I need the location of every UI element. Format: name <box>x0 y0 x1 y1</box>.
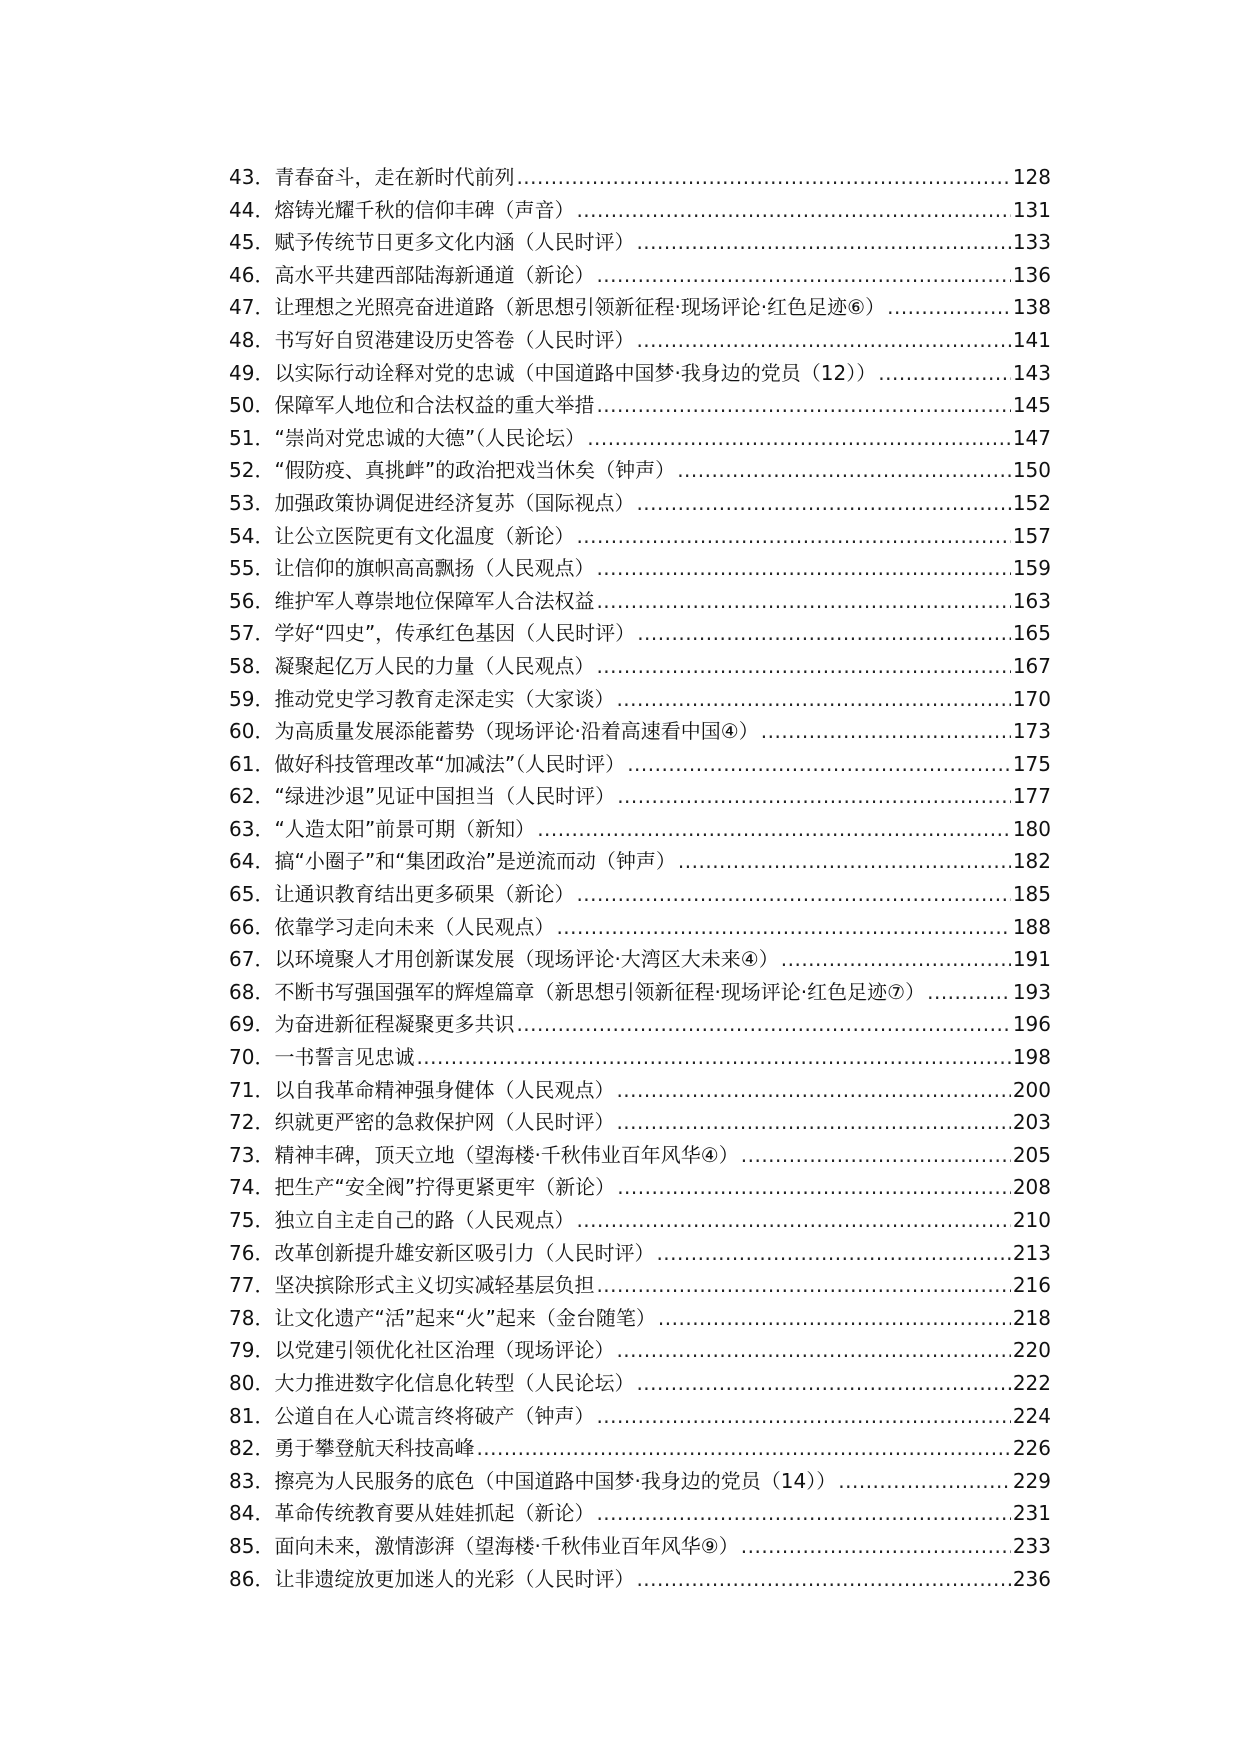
dot-leader <box>656 1237 1010 1270</box>
toc-entry-number: 45． <box>229 230 275 255</box>
toc-entry-page-number: 229 <box>1012 1468 1051 1493</box>
toc-entry-number: 86． <box>229 1566 275 1591</box>
toc-entry-page-number: 203 <box>1012 1110 1051 1135</box>
toc-entry-number: 47． <box>229 295 275 320</box>
toc-entry-number: 64． <box>229 849 275 874</box>
dot-leader <box>636 1563 1010 1596</box>
toc-entry-number: 76． <box>229 1240 275 1265</box>
toc-entry-page-number: 236 <box>1012 1566 1051 1591</box>
dot-leader <box>636 324 1010 357</box>
dot-leader <box>516 161 1010 194</box>
toc-entry-number: 78． <box>229 1305 275 1330</box>
toc-entry[interactable] <box>229 813 1051 846</box>
toc-entry-number: 56． <box>229 588 275 613</box>
dot-leader <box>616 1074 1010 1107</box>
toc-entry[interactable] <box>229 487 1051 520</box>
dot-leader <box>927 976 1011 1009</box>
toc-entry-page-number: 210 <box>1012 1208 1051 1232</box>
toc-entry-title: 不断书写强国强军的辉煌篇章（新思想引领新征程·现场评论·红色足迹⑦） <box>274 979 926 1004</box>
dot-leader <box>838 1465 1011 1498</box>
toc-entry-number: 75． <box>229 1208 275 1232</box>
toc-entry-number: 85． <box>229 1533 275 1558</box>
toc-entry-title: 青春奋斗，走在新时代前列 <box>274 165 515 189</box>
toc-entry-page-number: 231 <box>1012 1501 1051 1526</box>
toc-entry[interactable] <box>229 976 1051 1009</box>
toc-entry-number: 68． <box>229 979 275 1004</box>
toc-entry-title: 为奋进新征程凝聚更多共识 <box>274 1012 515 1037</box>
toc-entry[interactable] <box>229 454 1051 487</box>
toc-entry-page-number: 141 <box>1012 327 1051 352</box>
toc-entry-title: 精神丰碑，顶天立地（望海楼·千秋伟业百年风华④） <box>274 1142 739 1167</box>
dot-leader <box>416 1041 1010 1074</box>
toc-entry-page-number: 138 <box>1012 295 1051 320</box>
toc-entry-number: 66． <box>229 914 275 939</box>
toc-entry-page-number: 208 <box>1012 1175 1051 1200</box>
dot-leader <box>637 617 1011 650</box>
toc-entry[interactable] <box>229 780 1051 813</box>
toc-entry-page-number: 224 <box>1012 1403 1051 1428</box>
dot-leader <box>596 552 1010 585</box>
toc-entry-number: 50． <box>229 393 275 418</box>
toc-entry-page-number: 150 <box>1012 458 1051 483</box>
toc-entry[interactable] <box>229 1106 1051 1139</box>
toc-entry-number: 59． <box>229 686 275 711</box>
toc-entry-title: 凝聚起亿万人民的力量（人民观点） <box>274 653 595 678</box>
toc-entry-number: 51． <box>229 425 275 450</box>
toc-entry[interactable] <box>229 943 1051 976</box>
toc-entry-title: 依靠学习走向未来（人民观点） <box>274 914 555 939</box>
toc-entry-title: “人造太阳”前景可期（新知） <box>274 816 536 841</box>
toc-entry-title: “绿进沙退”见证中国担当（人民时评） <box>274 784 616 809</box>
toc-entry-page-number: 216 <box>1012 1273 1051 1298</box>
toc-entry-title: 让文化遗产“活”起来“火”起来（金台随笔） <box>274 1305 656 1330</box>
toc-entry-page-number: 185 <box>1012 882 1051 907</box>
toc-entry-title: 让公立医院更有文化温度（新论） <box>274 523 575 548</box>
toc-entry-page-number: 133 <box>1012 230 1051 255</box>
toc-entry-number: 83． <box>229 1468 275 1493</box>
dot-leader <box>537 813 1011 846</box>
dot-leader <box>576 194 1010 227</box>
toc-entry-page-number: 175 <box>1012 751 1051 776</box>
toc-entry-number: 62． <box>229 784 275 809</box>
toc-entry-number: 48． <box>229 327 275 352</box>
toc-entry-title: “崇尚对党忠诚的大德”（人民论坛） <box>274 425 586 450</box>
toc-entry-page-number: 193 <box>1012 979 1051 1004</box>
toc-entry[interactable] <box>229 1530 1051 1563</box>
toc-entry-title: 为高质量发展添能蓄势（现场评论·沿着高速看中国④） <box>274 719 759 744</box>
toc-entry-title: 让通识教育结出更多硕果（新论） <box>274 882 575 907</box>
toc-entry-title: 一书誓言见忠诚 <box>274 1045 415 1070</box>
toc-entry-page-number: 170 <box>1012 686 1051 711</box>
toc-entry-title: 擦亮为人民服务的底色（中国道路中国梦·我身边的党员（14）） <box>274 1468 837 1493</box>
toc-entry-number: 74． <box>229 1175 275 1200</box>
dot-leader <box>878 357 1011 390</box>
dot-leader <box>596 1269 1010 1302</box>
toc-entry[interactable] <box>229 324 1051 357</box>
toc-entry-number: 63． <box>229 816 275 841</box>
toc-entry[interactable] <box>229 845 1051 878</box>
dot-leader <box>616 1334 1010 1367</box>
toc-entry-page-number: 191 <box>1012 947 1051 972</box>
toc-entry-title: 让非遗绽放更加迷人的光彩（人民时评） <box>274 1566 635 1591</box>
toc-entry-title: “假防疫、真挑衅”的政治把戏当休矣（钟声） <box>274 458 676 483</box>
dot-leader <box>596 389 1010 422</box>
dot-leader <box>617 1171 1011 1204</box>
toc-entry-number: 44． <box>229 197 275 222</box>
toc-entry-page-number: 159 <box>1012 556 1051 581</box>
dot-leader <box>636 487 1010 520</box>
toc-entry-page-number: 157 <box>1012 523 1051 548</box>
dot-leader <box>887 291 1011 324</box>
toc-entry-number: 84． <box>229 1501 275 1526</box>
toc-entry[interactable] <box>229 552 1051 585</box>
toc-entry-number: 82． <box>229 1436 275 1461</box>
toc-entry-number: 61． <box>229 751 275 776</box>
toc-entry-number: 72． <box>229 1110 275 1135</box>
dot-leader <box>576 520 1010 553</box>
dot-leader <box>616 1106 1010 1139</box>
toc-entry-title: 坚决摈除形式主义切实减轻基层负担 <box>274 1273 595 1298</box>
table-of-contents <box>229 161 1051 1595</box>
dot-leader <box>636 226 1010 259</box>
dot-leader <box>516 1008 1010 1041</box>
dot-leader <box>556 911 1010 944</box>
toc-entry-page-number: 180 <box>1012 816 1051 841</box>
toc-entry[interactable] <box>229 259 1051 292</box>
toc-entry[interactable] <box>229 1074 1051 1107</box>
toc-entry-page-number: 163 <box>1012 588 1051 613</box>
dot-leader <box>627 748 1011 781</box>
toc-entry[interactable] <box>229 748 1051 781</box>
toc-entry-number: 43． <box>229 165 275 189</box>
dot-leader <box>761 715 1011 748</box>
toc-entry[interactable] <box>229 194 1051 227</box>
toc-entry-title: 革命传统教育要从娃娃抓起（新论） <box>274 1501 595 1526</box>
dot-leader <box>596 585 1010 618</box>
dot-leader <box>617 780 1011 813</box>
dot-leader <box>596 1497 1010 1530</box>
toc-entry-title: 独立自主走自己的路（人民观点） <box>274 1208 575 1232</box>
toc-entry[interactable] <box>229 1432 1051 1465</box>
toc-entry[interactable] <box>229 1139 1051 1172</box>
toc-entry-title: 维护军人尊崇地位保障军人合法权益 <box>274 588 595 613</box>
toc-entry-page-number: 205 <box>1012 1142 1051 1167</box>
toc-entry[interactable] <box>229 1497 1051 1530</box>
dot-leader <box>596 1400 1010 1433</box>
toc-entry-number: 58． <box>229 653 275 678</box>
dot-leader <box>576 1204 1010 1237</box>
toc-entry-title: 赋予传统节日更多文化内涵（人民时评） <box>274 230 635 255</box>
toc-entry[interactable] <box>229 1269 1051 1302</box>
toc-entry-page-number: 152 <box>1012 490 1051 515</box>
toc-entry-title: 推动党史学习教育走深走实（大家谈） <box>274 686 615 711</box>
toc-entry-page-number: 200 <box>1012 1077 1051 1102</box>
toc-entry-page-number: 147 <box>1012 425 1051 450</box>
toc-entry-page-number: 131 <box>1012 197 1051 222</box>
dot-leader <box>741 1530 1011 1563</box>
toc-entry-page-number: 226 <box>1012 1436 1051 1461</box>
toc-entry-title: 熔铸光耀千秋的信仰丰碑（声音） <box>274 197 575 222</box>
toc-entry[interactable] <box>229 585 1051 618</box>
toc-entry-title: 做好科技管理改革“加减法”（人民时评） <box>274 751 626 776</box>
toc-entry[interactable] <box>229 389 1051 422</box>
toc-entry-number: 46． <box>229 262 275 287</box>
toc-entry-page-number: 128 <box>1012 165 1051 189</box>
toc-entry[interactable] <box>229 683 1051 716</box>
toc-entry[interactable] <box>229 1041 1051 1074</box>
dot-leader <box>636 1367 1010 1400</box>
toc-entry-number: 81． <box>229 1403 275 1428</box>
toc-entry-number: 71． <box>229 1077 275 1102</box>
toc-entry-page-number: 213 <box>1012 1240 1051 1265</box>
toc-entry[interactable] <box>229 161 1051 194</box>
toc-entry-page-number: 145 <box>1012 393 1051 418</box>
toc-entry-title: 织就更严密的急救保护网（人民时评） <box>274 1110 615 1135</box>
toc-entry-number: 77． <box>229 1273 275 1298</box>
toc-entry[interactable] <box>229 1302 1051 1335</box>
toc-entry-title: 大力推进数字化信息化转型（人民论坛） <box>274 1370 635 1395</box>
toc-entry[interactable] <box>229 911 1051 944</box>
toc-entry-number: 55． <box>229 556 275 581</box>
toc-entry-page-number: 188 <box>1012 914 1051 939</box>
toc-entry-number: 60． <box>229 719 275 744</box>
toc-entry-number: 80． <box>229 1370 275 1395</box>
toc-entry-title: 让信仰的旗帜高高飘扬（人民观点） <box>274 556 595 581</box>
toc-entry-page-number: 233 <box>1012 1533 1051 1558</box>
toc-entry-page-number: 196 <box>1012 1012 1051 1037</box>
toc-entry-page-number: 143 <box>1012 360 1051 385</box>
dot-leader <box>658 1302 1011 1335</box>
toc-entry-title: 把生产“安全阀”拧得更紧更牢（新论） <box>274 1175 616 1200</box>
toc-entry-title: 以自我革命精神强身健体（人民观点） <box>274 1077 615 1102</box>
toc-entry-page-number: 167 <box>1012 653 1051 678</box>
toc-entry[interactable] <box>229 357 1051 390</box>
toc-entry[interactable] <box>229 422 1051 455</box>
toc-entry-title: 面向未来，激情澎湃（望海楼·千秋伟业百年风华⑨） <box>274 1533 739 1558</box>
toc-entry[interactable] <box>229 1400 1051 1433</box>
toc-entry[interactable] <box>229 1465 1051 1498</box>
toc-entry-number: 69． <box>229 1012 275 1037</box>
toc-entry-number: 65． <box>229 882 275 907</box>
dot-leader <box>596 259 1010 292</box>
toc-entry[interactable] <box>229 1008 1051 1041</box>
toc-entry-title: 高水平共建西部陆海新通道（新论） <box>274 262 595 287</box>
toc-entry-title: 以实际行动诠释对党的忠诚（中国道路中国梦·我身边的党员（12）） <box>274 360 877 385</box>
toc-entry-title: 学好“四史”，传承红色基因（人民时评） <box>274 621 636 646</box>
toc-entry-number: 70． <box>229 1045 275 1070</box>
toc-entry-title: 公道自在人心谎言终将破产（钟声） <box>274 1403 595 1428</box>
toc-entry-number: 57． <box>229 621 275 646</box>
toc-entry[interactable] <box>229 520 1051 553</box>
dot-leader <box>677 454 1011 487</box>
toc-entry[interactable] <box>229 1367 1051 1400</box>
toc-entry[interactable] <box>229 226 1051 259</box>
toc-entry[interactable] <box>229 1204 1051 1237</box>
toc-entry[interactable] <box>229 1334 1051 1367</box>
toc-entry-number: 53． <box>229 490 275 515</box>
dot-leader <box>741 1139 1011 1172</box>
toc-entry-title: 改革创新提升雄安新区吸引力（人民时评） <box>274 1240 655 1265</box>
toc-entry-number: 73． <box>229 1142 275 1167</box>
toc-entry-page-number: 220 <box>1012 1338 1051 1363</box>
toc-entry-title: 搞“小圈子”和“集团政治”是逆流而动（钟声） <box>274 849 676 874</box>
toc-entry-number: 52． <box>229 458 275 483</box>
dot-leader <box>596 650 1010 683</box>
toc-entry-page-number: 136 <box>1012 262 1051 287</box>
toc-entry-title: 加强政策协调促进经济复苏（国际视点） <box>274 490 635 515</box>
toc-entry-page-number: 173 <box>1012 719 1051 744</box>
dot-leader <box>781 943 1011 976</box>
toc-entry-page-number: 198 <box>1012 1045 1051 1070</box>
toc-entry[interactable] <box>229 291 1051 324</box>
toc-entry[interactable] <box>229 650 1051 683</box>
toc-entry-title: 以党建引领优化社区治理（现场评论） <box>274 1338 615 1363</box>
toc-entry-number: 49． <box>229 360 275 385</box>
toc-entry-page-number: 182 <box>1012 849 1051 874</box>
toc-entry-title: 以环境聚人才用创新谋发展（现场评论·大湾区大未来④） <box>274 947 779 972</box>
dot-leader <box>476 1432 1010 1465</box>
toc-entry[interactable] <box>229 715 1051 748</box>
dot-leader <box>678 845 1011 878</box>
toc-entry-title: 让理想之光照亮奋进道路（新思想引领新征程·现场评论·红色足迹⑥） <box>274 295 886 320</box>
toc-entry-page-number: 165 <box>1012 621 1051 646</box>
toc-entry-page-number: 222 <box>1012 1370 1051 1395</box>
toc-entry-title: 保障军人地位和合法权益的重大举措 <box>274 393 595 418</box>
dot-leader <box>576 878 1010 911</box>
toc-entry-page-number: 218 <box>1012 1305 1051 1330</box>
toc-entry-number: 54． <box>229 523 275 548</box>
dot-leader <box>616 683 1010 716</box>
toc-entry-title: 书写好自贸港建设历史答卷（人民时评） <box>274 327 635 352</box>
toc-entry[interactable] <box>229 1171 1051 1204</box>
toc-entry-page-number: 177 <box>1012 784 1051 809</box>
toc-entry-title: 勇于攀登航天科技高峰 <box>274 1436 475 1461</box>
toc-entry[interactable] <box>229 617 1051 650</box>
toc-entry[interactable] <box>229 1237 1051 1270</box>
dot-leader <box>587 422 1011 455</box>
toc-entry-number: 67． <box>229 947 275 972</box>
toc-entry[interactable] <box>229 1563 1051 1596</box>
toc-entry-number: 79． <box>229 1338 275 1363</box>
toc-entry[interactable] <box>229 878 1051 911</box>
